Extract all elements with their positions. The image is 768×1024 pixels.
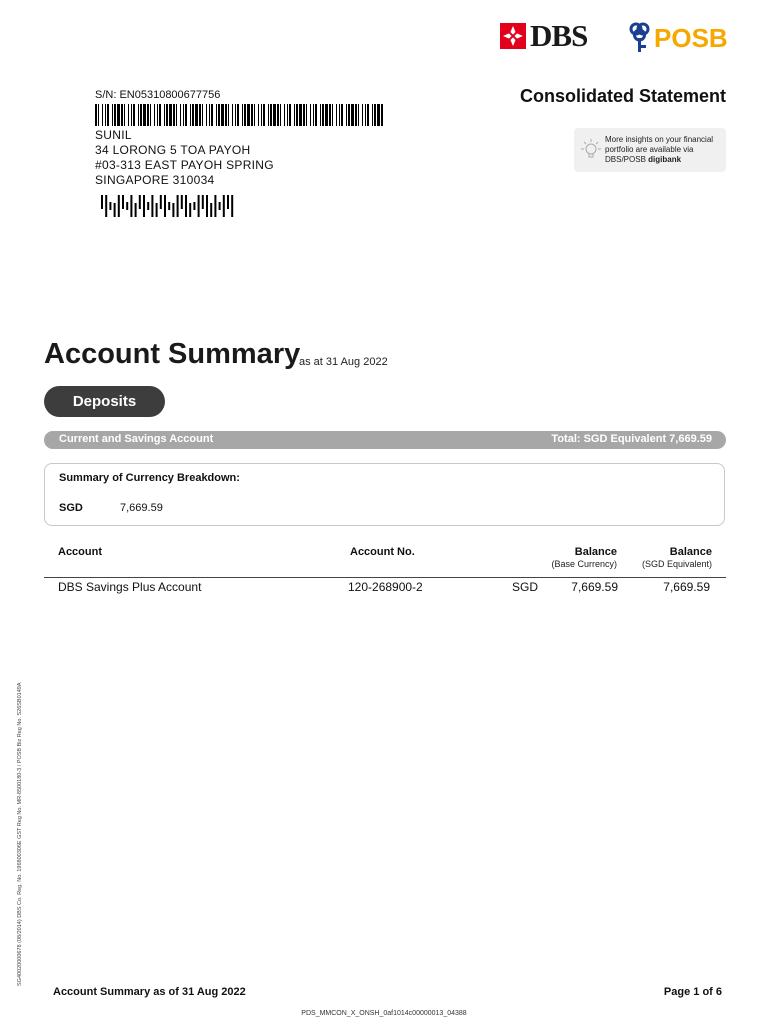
section-label: Current and Savings Account (59, 433, 214, 445)
regulatory-side-note: SG40020000678 (08/2014) DBS Co. Reg. No. 196800306E GST Reg No. MR-8500180-3 / POSB Biz Reg No. S26SB0149A (17, 682, 23, 986)
section-total: Total: SGD Equivalent 7,669.59 (551, 433, 712, 445)
digibank-insight-box (574, 128, 726, 172)
address-line: #03-313 EAST PAYOH SPRING (95, 158, 274, 172)
address-line: SUNIL (95, 128, 132, 142)
digibank-label: digibank (648, 155, 682, 164)
dbs-wordmark: DBS (530, 18, 588, 53)
breakdown-title: Summary of Currency Breakdown: (59, 472, 240, 484)
address-line: 34 LORONG 5 TOA PAYOH (95, 143, 251, 157)
address-line: SINGAPORE 310034 (95, 173, 215, 187)
document-code: PDS_MMCON_X_ONSH_0af1014c00000013_04388 (301, 1010, 467, 1017)
as-at-date: as at 31 Aug 2022 (299, 356, 388, 368)
col-header-account: Account (58, 546, 102, 558)
page-title: Account Summary (44, 338, 301, 370)
row-balance-base: 7,669.59 (571, 580, 618, 594)
dbs-logo (500, 18, 588, 53)
col-header-balance-sgd: Balance (SGD Equivalent) (641, 546, 712, 569)
breakdown-amount: 7,669.59 (120, 502, 163, 514)
posb-logo (628, 22, 728, 54)
mailing-address (95, 128, 274, 188)
casa-section-bar (44, 431, 726, 449)
statement-title: Consolidated Statement (519, 86, 726, 106)
row-currency: SGD (512, 580, 539, 594)
row-account-name: DBS Savings Plus Account (58, 580, 202, 594)
col-header-account-no: Account No. (350, 546, 415, 558)
serial-number: S/N: EN05310800677756 (95, 89, 221, 101)
table-divider (44, 577, 726, 578)
dbs-star-icon (500, 23, 526, 49)
deposits-section-label: Deposits (44, 386, 165, 417)
footer-summary-label: Account Summary as of 31 Aug 2022 (53, 986, 246, 998)
insight-text: More insights on your financial portfolio are available via DBS/POSB digibank (605, 135, 714, 164)
lightbulb-icon (580, 138, 602, 160)
posb-wordmark: POSB (654, 23, 728, 53)
currency-breakdown-box (44, 463, 725, 526)
breakdown-currency: SGD (59, 502, 83, 514)
posb-key-icon (628, 22, 652, 54)
page-number: Page 1 of 6 (663, 986, 722, 998)
barcode (95, 104, 385, 126)
row-balance-sgd: 7,669.59 (663, 580, 710, 594)
row-account-no: 120-268900-2 (348, 580, 423, 594)
postal-barcode (101, 195, 236, 217)
col-header-balance-base: Balance (Base Currency) (551, 546, 617, 569)
